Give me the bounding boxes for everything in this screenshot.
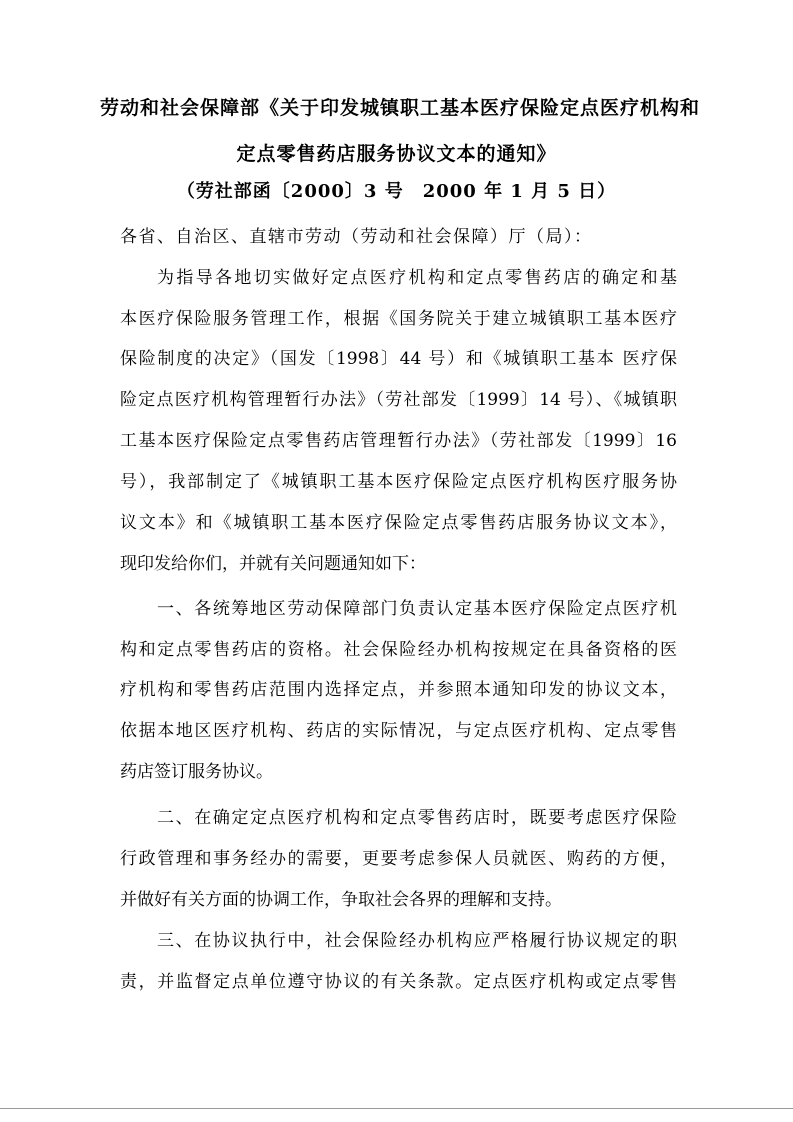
document-title-line-1: 劳动和社会保障部《关于印发城镇职工基本医疗保险定点医疗机构和 [100, 97, 701, 119]
body-line: 构和定点零售药店的资格。社会保险经办机构按规定在具备资格的医 [120, 640, 677, 660]
body-line: 三、在协议执行中，社会保险经办机构应严格履行协议规定的职 [157, 931, 677, 951]
body-line: 为指导各地切实做好定点医疗机构和定点零售药店的确定和基 [157, 268, 677, 288]
body-line: 责，并监督定点单位遵守协议的有关条款。定点医疗机构或定点零售 [120, 972, 677, 992]
body-line: 药店签订服务协议。 [120, 762, 273, 782]
document-title-line-2: 定点零售药店服务协议文本的通知》 [236, 143, 557, 165]
body-line: 疗机构和零售药店范围内选择定点，并参照本通知印发的协议文本， [120, 680, 677, 700]
body-line: 行政管理和事务经办的需要，更要考虑参保人员就医、购药的方便， [120, 849, 677, 869]
page-bottom-rule [0, 1108, 793, 1109]
body-line: 险定点医疗机构管理暂行办法》（劳社部发〔1999〕14 号）、《城镇职 [120, 390, 677, 410]
salutation: 各省、自治区、直辖市劳动（劳动和社会保障）厅（局）： [120, 227, 593, 247]
body-line: 工基本医疗保险定点零售药店管理暂行办法》（劳社部发〔1999〕16 [120, 431, 677, 451]
body-line: 号），我部制定了《城镇职工基本医疗保险定点医疗机构医疗服务协 [120, 472, 677, 492]
body-line: 依据本地区医疗机构、药店的实际情况，与定点医疗机构、定点零售 [120, 721, 677, 741]
document-reference: （劳社部函〔2000〕3 号 2000 年 1 月 5 日） [176, 181, 617, 202]
body-line: 保险制度的决定》（国发〔1998〕44 号）和《城镇职工基本 医疗保 [120, 349, 677, 369]
body-line: 现印发给你们，并就有关问题通知如下： [120, 554, 426, 574]
body-line: 本医疗保险服务管理工作，根据《国务院关于建立城镇职工基本医疗 [120, 309, 677, 329]
body-line: 二、在确定定点医疗机构和定点零售药店时，既要考虑医疗保险 [157, 808, 677, 828]
body-line: 议文本》和《城镇职工基本医疗保险定点零售药店服务协议文本》， [120, 513, 677, 533]
body-line: 并做好有关方面的协调工作，争取社会各界的理解和支持。 [120, 890, 562, 910]
body-line: 一、各统筹地区劳动保障部门负责认定基本医疗保险定点医疗机 [157, 599, 677, 619]
